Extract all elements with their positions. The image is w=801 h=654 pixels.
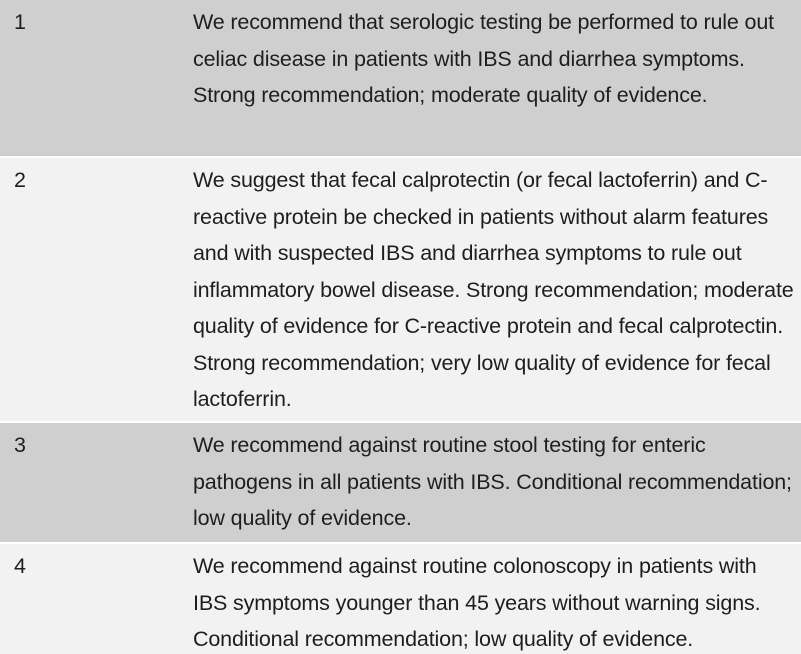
recommendation-number: 2 (0, 157, 193, 422)
recommendation-number: 3 (0, 422, 193, 543)
recommendation-number: 1 (14, 10, 26, 34)
recommendation-text: We suggest that fecal calprotectin (or fecal lactoferrin) and C-reactive protein be checked in patients without alarm features and with suspected IBS and diarrhea symptoms to rule out inflammatory bowel disease. Strong recommendation; moderate quality of evidence for C-reactive protein and fecal calprotectin. Strong recommendation; very low quality of evidence for fecal lactoferrin. (193, 157, 801, 422)
recommendation-row (0, 422, 801, 543)
recommendation-row (0, 0, 801, 157)
recommendation-text: We recommend that serologic testing be performed to rule out celiac disease in patients with IBS and diarrhea symptoms. Strong recommendation; moderate quality of evidence. (193, 10, 774, 107)
recommendation-row (0, 543, 801, 654)
recommendation-text: We recommend against routine stool testing for enteric pathogens in all patients with IBS. Conditional recommendation; low quality of evidence. (193, 422, 801, 543)
recommendation-row (0, 157, 801, 422)
recommendation-number: 4 (0, 543, 193, 654)
recommendation-text: We recommend against routine colonoscopy in patients with IBS symptoms younger than 45 years without warning signs. Conditional recommendation; low quality of evidence. (193, 543, 801, 654)
